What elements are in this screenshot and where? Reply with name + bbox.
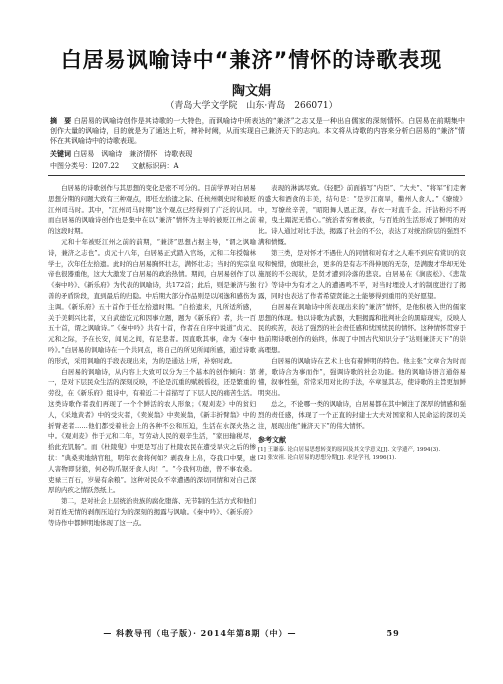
right-column bbox=[258, 183, 466, 616]
author-affiliation: （青岛大学文学院 山东·青岛 266071） bbox=[165, 101, 338, 111]
abstract-label: 摘 要 bbox=[50, 116, 72, 125]
body-paragraph: 白居易在讽喻诗中所表现出来的“兼济”情怀，是他积极入世的儒家思想的体现。他以诗歌为武器，大胆揭露和批判社会的黑暗现实，反映人民的疾苦，表达了强烈的社会责任感和忧国忧民的情怀。这种情怀贯穿于他前期诗歌创作的始终，体现了中国古代知识分子“达则兼济天下”的崇高理想。 bbox=[258, 302, 466, 354]
references-heading: 参考文献 bbox=[258, 435, 286, 445]
classification-line bbox=[50, 161, 465, 171]
abstract bbox=[50, 116, 465, 146]
reference-item: [1] 王谦泰. 论白居易思想转变的原因及其文学意义[J]. 文学遗产, 1994(3). bbox=[258, 447, 441, 454]
body-paragraph: 表现的淋漓尽致。《轻肥》前面描写“内臣”、“大夫”、“将军”们走奢的盛大和酒食的丰美，结句是：“是岁江南旱，衢州人食人。”《缭绫》中，写缭丝辛苦，“昭阳舞人恩正深，春衣一对直千金。汗沾粉污不再着，曳土蹋泥无惜心。”统治者穷奢极欲，与百姓的生活形成了鲜明的对比。诗人通过对比手法，揭露了社会的不公，表达了对统治阶层的强烈不满和愤慨。 bbox=[258, 184, 466, 246]
references-section bbox=[258, 435, 466, 462]
left-column bbox=[48, 183, 256, 616]
keywords-label: 关键词 bbox=[50, 149, 71, 158]
article-title: 白居易讽喻诗中“兼济”情怀的诗歌表现 bbox=[60, 48, 443, 72]
clc-number: 中图分类号：I207.22 bbox=[50, 162, 120, 170]
body-paragraph: 白居易的诗歌创作与其思想的变化是密不可分的。目前学界对白居易思想分期的问题大致有三种观点，即任左拾遗之际、任杭州刺史时和被贬江州司马时。其中，“江州司马时期”这个观点已经得到了广泛的认同。而白居易的讽喻诗创作也是集中在以“兼济”情怀为主导的被贬江州之前的这段时期。 bbox=[48, 184, 256, 236]
abstract-text: 白居易的讽喻诗创作是其诗歌的一大特色，而讽喻诗中所表达的“兼济”之志又是一种出自儒家的深刻情怀。白居易在前期集中创作大量的讽喻诗，目的就是为了通达上听，裨补时阙，从而实现自己兼济天下的志向。本文将从诗歌的内容来分析白居易的“兼济”情怀在其讽喻诗中的诗歌表现。 bbox=[50, 117, 466, 145]
body-paragraph: 总之，不论哪一类的讽喻诗，白居易都在其中倾注了深厚的情感和强烈的责任感，体现了一个正直的封建士大夫对国家和人民命运的深切关注，展现出他“兼济天下”的伟大情怀。 bbox=[258, 399, 466, 430]
document-code: 文献标识码：A bbox=[131, 162, 179, 170]
body-paragraph: 元和十年被贬江州之前的前期，“兼济”思想占据主导，“谓之讽喻诗，兼济之志也”。贞元十八年，白居易正式踏入官场，元和二年授翰林学士，次年任左拾遗。此时的白居易胸怀壮志，满怀壮志；当时的宪宗皇帝也很器重他，这大大激发了白居易的政治热情。期间，白居易创作了以《秦中吟》、《新乐府》为代表的讽喻诗，共172首；此后，则是兼济与独善的矛盾阶段，直到最后的归隐。中后期大部分作品则是以闲逸和感伤为主调。《新乐府》五十首作于任左拾遗时期。“自拾遗来，凡所适所感，关于美刺兴比者，又自武德讫元和因事立题，题为《新乐府》者，共一百五十首，谓之讽喻诗。”《秦中吟》共有十首，作者在自序中说道“贞元、元和之际，予在长安，闻见之间，有足悲者。因直歌其事，命为《秦中吟》。”白居易的讽喻诗在一个共同点，将自己的所见所闻所感，通过诗歌的形式，采用讽喻的手段表现出来，为的是通达上听，补察时政。 bbox=[48, 237, 256, 365]
body-paragraph: 白居易的讽喻诗在艺术上也有着鲜明的特色。他主张“文章合为时而著，歌诗合为事而作”，强调诗歌的社会功能。他的讽喻诗语言通俗易懂，叙事性强，常常采用对比的手法，卒章显其志，使诗歌的主旨更加鲜明突出。 bbox=[258, 356, 466, 398]
page-footer: — 科教导刊（电子版）· 2014年第8期（中）— 59 bbox=[103, 628, 400, 638]
body-paragraph: 第三类，是对怀才不遇仕人的同情和对有才之人难不到应有赏识的哀叹和惋惜，放眼社会，更多的是有志不得伸展的无奈，是满腹才华却无处施展的不公现状，是贤才遭到冷落的悲哀。白居易在《涧底松》、《悲哉行》等诗中为有才之人的遭遇鸣不平，对当时埋没人才的制度进行了揭露，同时也表达了作者希望贤能之士能够得到重用的美好愿望。 bbox=[258, 248, 466, 300]
keywords-text: 白居易 讽喻诗 兼济情怀 诗歌表现 bbox=[73, 150, 193, 158]
keywords-line bbox=[50, 149, 465, 159]
header-divider bbox=[48, 175, 465, 176]
body-paragraph: 白居易的讽喻诗，从内容上大致可以分为三个基本的创作倾向：第一，是对下层民众生活的深刻反映，不论是沉重的赋税徭役，还是繁重的劳役，在《新乐府》组诗中，有着近二十首描写了下层人民的痛苦生活。这类诗歌作者我们再现了一个个鲜活的农人形象；《观刈麦》中的贫妇人，《采地黄者》中的受灾者，《卖炭翁》中卖炭翁，《新丰折臂翁》中的折臂老者……他们都受着社会上的各种不公和压迫，生活在水深火热之中。《观刈麦》作于元和二年，写劳动人民的艰辛生活，“家田输税尽，拾此充饥肠”。而《杜陵叟》中更是写出了杜陵农民在遭受旱灾之后的惨状：“典桑卖地纳官租，明年衣食将何如？剥我身上帛，夺我口中粟，虐人害物即豺狼，何必钩爪锯牙食人肉！”。“今我何功德，曾不事农桑。吏禄三百石，岁晏有余粮”。这种对民众不幸遭遇的深切同情和对自己深厚的内疚之情跃然纸上。 bbox=[48, 367, 256, 495]
body-paragraph: 第二，是对社会上层统治贵族的腐化堕落、无节制的生活方式和他们对百姓无情的剥削压迫行为的深刻的揭露与讽喻。《秦中吟》、《新乐府》等诗作中都鲜明地体现了这一点。 bbox=[48, 497, 256, 527]
author-name: 陶文娟 bbox=[231, 84, 271, 99]
reference-item: [2] 张安祖. 论白居易的思想分期[J]. 求是学刊, 1996(1). bbox=[258, 455, 397, 462]
